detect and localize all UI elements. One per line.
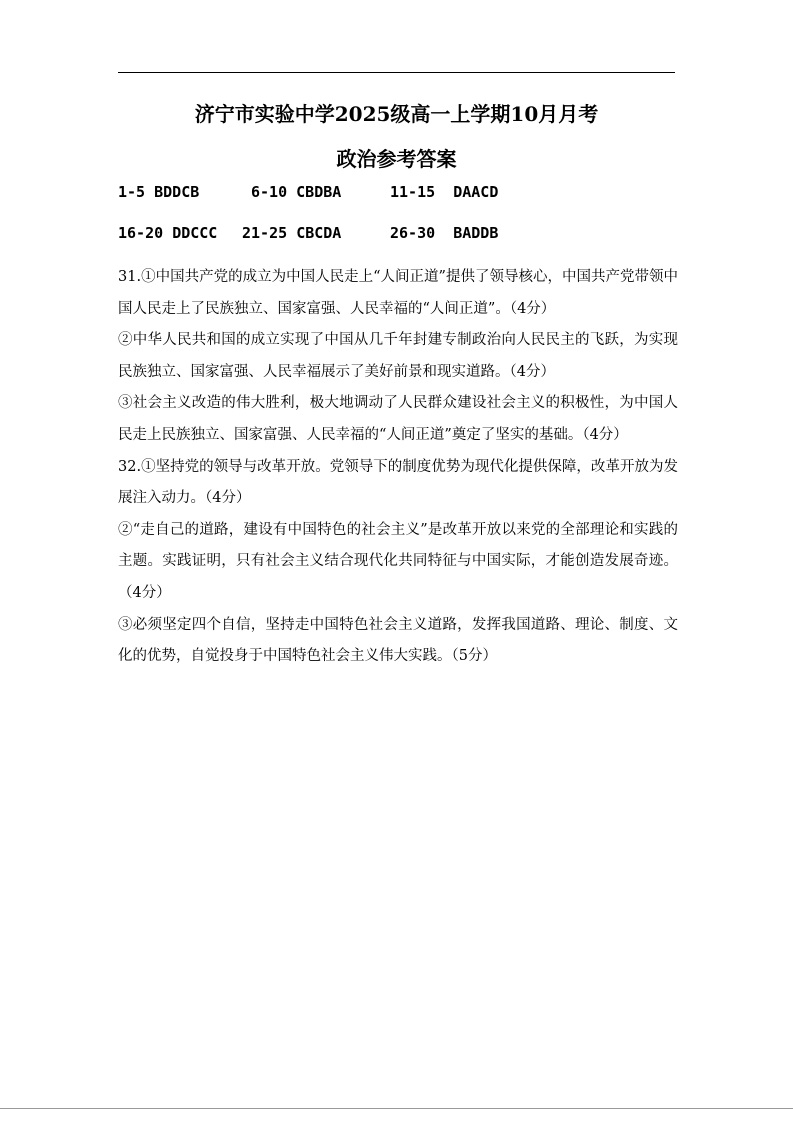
answer-letters: DAACD: [453, 183, 499, 201]
answer-letters: CBDBA: [296, 183, 342, 201]
answer-range: 11-15: [390, 183, 436, 201]
answer-group: [390, 224, 498, 242]
answer-group: [390, 183, 498, 201]
answer-letters: CBCDA: [296, 224, 342, 242]
answer-group: [242, 224, 390, 242]
answer-letters: DDCCC: [172, 224, 218, 242]
answer-paragraph: ③必须坚定四个自信，坚持走中国特色社会主义道路，发挥我国道路、理论、制度、文化的优势，自觉投身于中国特色社会主义伟大实践。（5分）: [118, 616, 678, 665]
answer-group: [118, 183, 251, 201]
answer-paragraph: ③社会主义改造的伟大胜利，极大地调动了人民群众建设社会主义的积极性，为中国人民走上民族独立、国家富强、人民幸福的“人间正道”奠定了坚实的基础。（4分）: [118, 395, 678, 443]
answer-range: 6-10: [251, 183, 288, 201]
page-title: 济宁市实验中学2025级高一上学期10月月考: [194, 102, 599, 126]
answer-range: 26-30: [390, 224, 436, 242]
footer-rule: [0, 1108, 793, 1109]
answer-paragraph: 31.①中国共产党的成立为中国人民走上“人间正道”提供了领导核心，中国共产党带领中国人民走上了民族独立、国家富强、人民幸福的“人间正道”。（4分）: [118, 269, 678, 317]
answer-letters: BADDB: [453, 224, 499, 242]
answer-body: [118, 262, 678, 673]
answer-row-2: [118, 224, 498, 242]
answer-letters: BDDCB: [154, 183, 200, 201]
answer-paragraph: 32.①坚持党的领导与改革开放。党领导下的制度优势为现代化提供保障，改革开放为发展注入动力。（4分）: [118, 458, 678, 507]
answer-range: 1-5: [118, 183, 146, 201]
answer-paragraph: ②“走自己的道路，建设有中国特色的社会主义”是改革开放以来党的全部理论和实践的主题。实践证明，只有社会主义结合现代化共同特征与中国实际，才能创造发展奇迹。（4分）: [118, 521, 678, 601]
answer-group: [251, 183, 390, 201]
answer-paragraph: ②中华人民共和国的成立实现了中国从几千年封建专制政治向人民民主的飞跃，为实现民族独立、国家富强、人民幸福展示了美好前景和现实道路。（4分）: [118, 332, 678, 380]
answer-range: 16-20: [118, 224, 164, 242]
header-rule: [118, 72, 675, 73]
answer-group: [118, 224, 242, 242]
answer-row-1: [118, 183, 498, 201]
page-subtitle: 政治参考答案: [336, 147, 457, 171]
answer-range: 21-25: [242, 224, 288, 242]
